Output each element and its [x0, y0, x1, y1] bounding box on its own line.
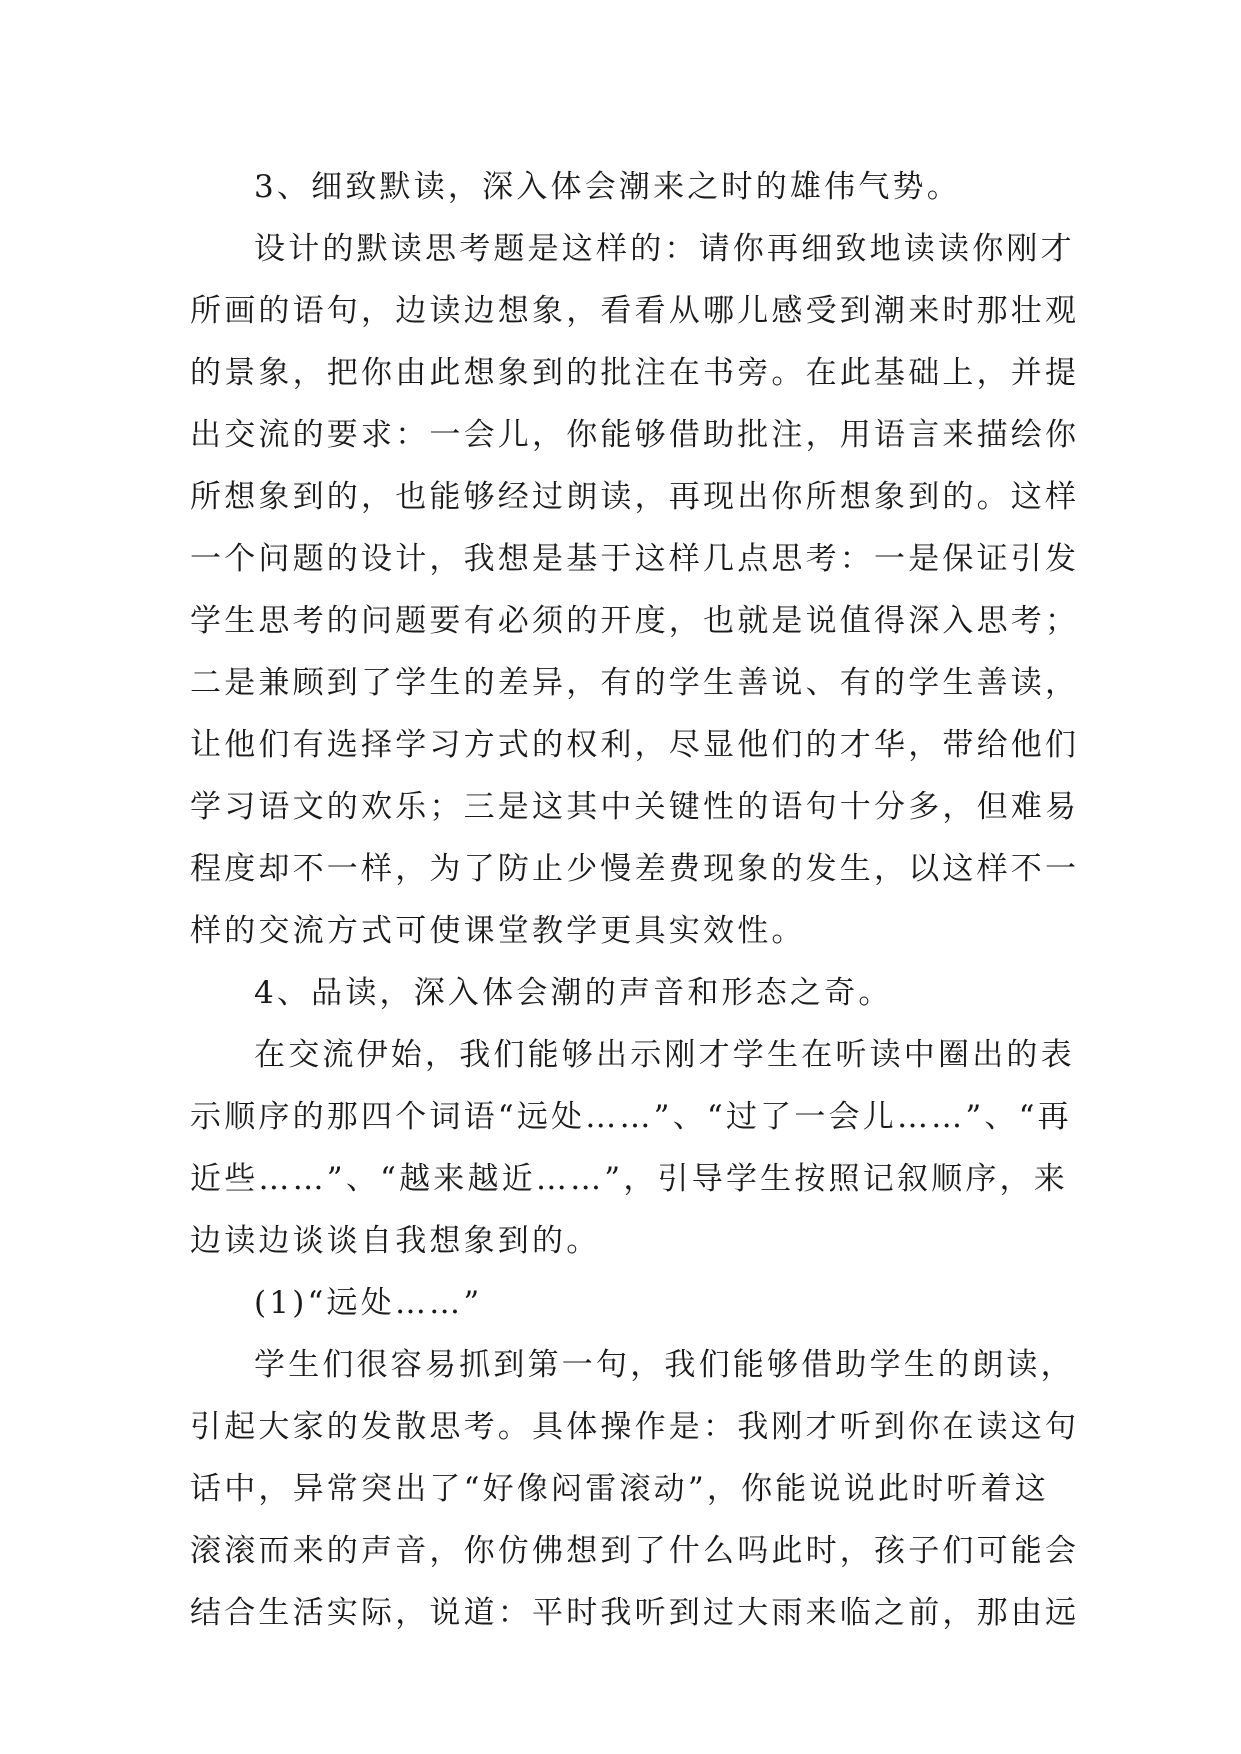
- text-line-20: 学生们很容易抓到第一句，我们能够借助学生的朗读，: [254, 1347, 1075, 1383]
- text-line-21: 引起大家的发散思考。具体操作是：我刚才听到你在读这句: [190, 1409, 1080, 1445]
- text-line-9: 二是兼顾到了学生的差异，有的学生善说、有的学生善读，: [190, 665, 1080, 701]
- text-line-10: 让他们有选择学习方式的权利，尽显他们的才华，带给他们: [190, 727, 1080, 763]
- text-line-16: 示顺序的那四个词语“远处……”、“过了一会儿……”、“再: [190, 1099, 1072, 1135]
- text-line-24: 结合生活实际，说道：平时我听到过大雨来临之前，那由远: [190, 1595, 1080, 1631]
- text-line-5: 出交流的要求：一会儿，你能够借助批注，用语言来描绘你: [190, 417, 1080, 453]
- text-line-15: 在交流伊始，我们能够出示刚才学生在听读中圈出的表: [254, 1037, 1075, 1073]
- body-text: [190, 156, 1080, 1644]
- text-line-17: 近些……”、“越来越近……”，引导学生按照记叙顺序，来: [190, 1161, 1068, 1197]
- text-line-1: 3、细致默读，深入体会潮来之时的雄伟气势。: [254, 169, 961, 205]
- text-line-4: 的景象，把你由此想象到的批注在书旁。在此基础上，并提: [190, 355, 1080, 391]
- text-line-11: 学习语文的欢乐；三是这其中关键性的语句十分多，但难易: [190, 789, 1080, 825]
- text-line-22: 话中，异常突出了“好像闷雷滚动”，你能说说此时听着这: [190, 1471, 1049, 1507]
- text-line-3: 所画的语句，边读边想象，看看从哪儿感受到潮来时那壮观: [190, 293, 1080, 329]
- text-line-6: 所想象到的，也能够经过朗读，再现出你所想象到的。这样: [190, 479, 1080, 515]
- text-line-12: 程度却不一样，为了防止少慢差费现象的发生，以这样不一: [190, 851, 1080, 887]
- text-line-23: 滚滚而来的声音，你仿佛想到了什么吗此时，孩子们可能会: [190, 1533, 1080, 1569]
- text-line-14: 4、品读，深入体会潮的声音和形态之奇。: [254, 975, 893, 1011]
- text-line-18: 边读边谈谈自我想象到的。: [190, 1223, 601, 1259]
- text-line-19: (1)“远处……”: [254, 1285, 483, 1321]
- text-line-13: 样的交流方式可使课堂教学更具实效性。: [190, 913, 806, 949]
- text-line-7: 一个问题的设计，我想是基于这样几点思考：一是保证引发: [190, 541, 1080, 577]
- text-line-2: 设计的默读思考题是这样的：请你再细致地读读你刚才: [254, 231, 1075, 267]
- text-line-8: 学生思考的问题要有必须的开度，也就是说值得深入思考；: [190, 603, 1080, 639]
